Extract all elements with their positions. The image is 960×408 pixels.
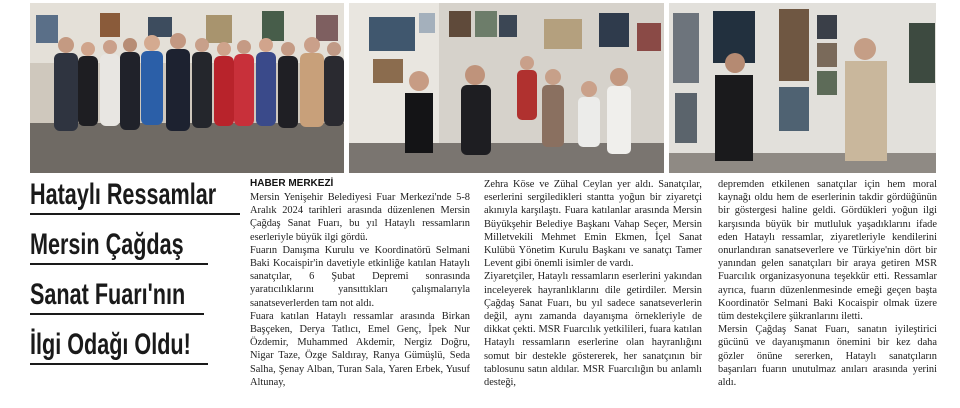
paragraph: Mersin Yenişehir Belediyesi Fuar Merkezi'nde 5-8 Aralık 2024 tarihleri arasında düzenlenen Mersin Çağdaş Sanat Fuarı, bu yıl Hataylı ressamların eserleriyle büyük ilgi gördü. — [250, 192, 470, 243]
headline-rule-2 — [30, 263, 208, 265]
article-column-2 — [484, 178, 702, 389]
paragraph: Fuarın Danışma Kurulu ve Koordinatörü Selmani Baki Kocaispir'in davetiyle etkinliğe katılan Hataylı sanatçılar, 6 Şubat Depremi sonrasında yaratıcılıklarını yansıttıkları çalışmalarıyla sanatseverlerden tam not aldı. — [250, 244, 470, 309]
paragraph: Zehra Köse ve Zühal Ceylan yer aldı. Sanatçılar, eserlerini sergiledikleri stantta yoğun bir ziyaretçi akınıyla karşılaştı. Fuara katılanlar arasında Mersin Büyükşehir Belediye Başkanı Vahap Seçer, Mersin Milletvekili Mehmet Emin Ekmen, İçel Sanat Kulübü Yönetim Kurulu Başkanı ve sanatçı Tamer Levent gibi önemli isimler de vardı. — [484, 179, 702, 270]
photo-group-at-fair — [30, 3, 344, 173]
paragraph: Mersin Çağdaş Sanat Fuarı, sanatın iyileştirici gücünü ve dayanışmanın önemini bir kez daha gözler önüne sererken, Hataylı sanatçıların başarıları fuarın unutulmaz anıları arasında yerini aldı. — [718, 324, 937, 389]
headline-rule-3 — [30, 313, 204, 315]
paragraph: Ziyaretçiler, Hataylı ressamların eserlerini yakından inceleyerek hayranlıklarını dile getirdiler. Mersin Çağdaş Sanat Fuarı, bu yıl sadece sanatseverlerin değil, aynı zamanda dayanışma örnekleriyle de dikkat çekti. MSR Fuarcılık yetkilileri, fuara katılan Hataylı ressamların eserlerine olan hayranlığını somut bir destekle göstererek, her sanatçının bir tablosunu satın aldılar. MSR Fuarcılığın bu anlamlı desteği, — [484, 271, 702, 389]
headline-line-1: Hataylı Ressamlar — [30, 178, 217, 211]
headline-line-4: İlgi Odağı Oldu! — [30, 328, 191, 361]
headline-rule-1 — [30, 213, 240, 215]
paragraph: Fuara katılan Hataylı ressamlar arasında Birkan Başçeken, Derya Tatlıcı, Emel Genç, İpek Nur Özdemir, Muhammed Akdemir, Nergiz Doğru, Nigar Taze, Özge Saldıray, Ranya Gümüşlü, Seda Salha, Şenay Alban, Turan Sala, Yaren Erbek, Yusuf Altunay, — [250, 310, 470, 388]
headline-rule-4 — [30, 363, 208, 365]
byline: HABER MERKEZİ — [250, 178, 334, 189]
article-column-1 — [250, 178, 470, 389]
photo-artist-conversation — [669, 3, 936, 173]
headline-line-3: Sanat Fuarı'nın — [30, 278, 186, 311]
headline-line-2: Mersin Çağdaş — [30, 228, 184, 261]
article-column-3 — [718, 178, 937, 389]
photo-visitors-at-stand — [349, 3, 664, 173]
paragraph: depremden etkilenen sanatçılar için hem moral kaynağı oldu hem de eserlerinin takdir gördüğünün bir göstergesi haline geldi. Gördükleri yoğun ilgi karşısında büyük bir mutluluk yaşadıklarını ifade eden Hataylı ressamlar, ziyaretleriyle kendilerini onurlandıran sanatseverlere ve Türkiye'nin dört bir yanından gelen sanatçıları bir araya getiren MSR Fuarcılık organizasyonuna teşekkür etti. Ressamlar ayrıca, fuarın düzenlenmesinde emeği geçen başta Koordinatör Selmani Baki Kocaispir olmak üzere tüm destekçilere şükranlarını iletti. — [718, 179, 937, 323]
